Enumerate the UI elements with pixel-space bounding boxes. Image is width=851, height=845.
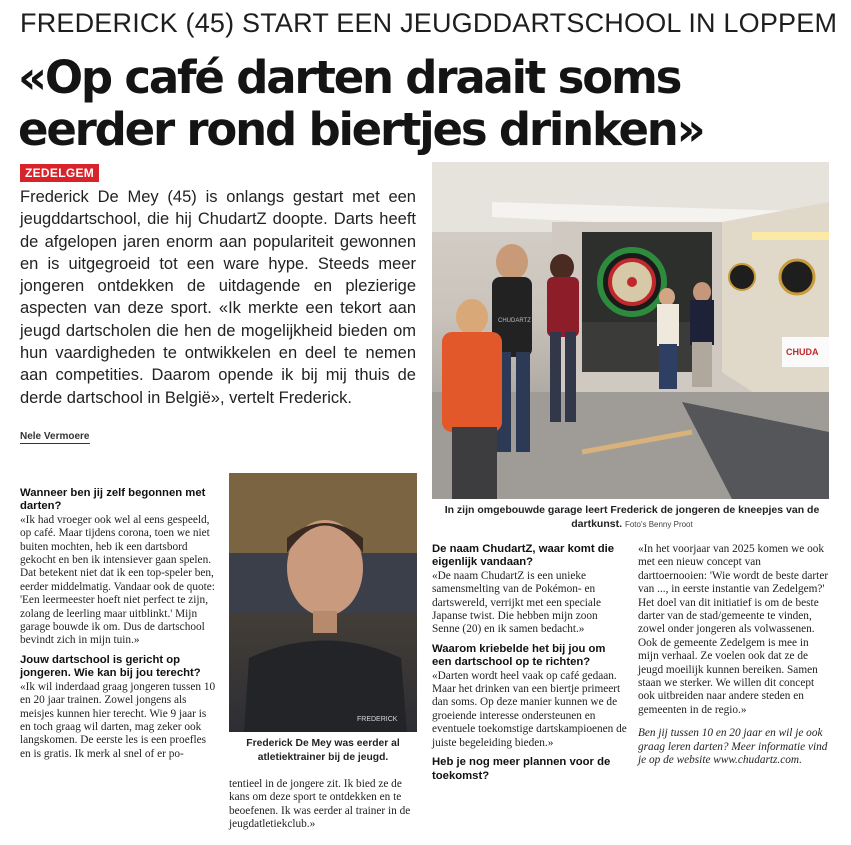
answer-1: «Ik had vroeger ook wel al eens gespeeld, op café. Maar tijdens corona, toen we niet buiten mochten, heb ik een dartsbord gekocht en ben ik intensiever gaan spelen. Dat betekent niet dat ik een top-speler ben, eerder middelmatig. Vandaar ook de quote: 'Een leermeester hoeft niet perfect te zijn, zolang de leerling maar uitblinkt.' Mijn garage bouwde ik om. Dus de dartschool bevindt zich in mijn tuin.» xyxy=(20,513,215,647)
answer-2: «Ik wil inderdaad graag jongeren tussen 10 en 20 jaar trainen. Zowel jongens als meisjes kunnen hier terecht. Wie 9 jaar is en toch graag wil darten, mag zeker ook langskomen. De eerste les is een proefles en is gratis. Ik merk al snel of er po- xyxy=(20,680,216,760)
answer-5: «In het voorjaar van 2025 komen we ook met een nieuw concept van darttoernooien: 'Wie wordt de beste darter van ..., in eerste instantie van Zedelgem?' Het doel van dit initiatief is om de beste darter van de stad/gemeente te vinden, zowel onder jongeren als volwassenen. Ook de gemeente Zedelgem is mee in mijn verhaal. Ze voelen ook dat ze de jeugd moeilijk kunnen bereiken. Samen staan we sterker. We willen dit concept ook uitbreiden naar andere steden en gemeenten in de regio.» xyxy=(638,543,829,716)
headline-line-1: «Op café darten draait soms xyxy=(18,51,681,104)
article-kicker: FREDERICK (45) START EEN JEUGDDARTSCHOOL IN LOPPEM xyxy=(20,8,838,38)
wall-logo-text: CHUDA xyxy=(786,347,819,357)
byline: Nele Vermoere xyxy=(20,431,90,442)
main-photo-caption-text: In zijn omgebouwde garage leert Frederick de jongeren de kneepjes van de dartkunst. xyxy=(444,504,820,530)
garage-scene-illustration xyxy=(432,162,829,499)
body-column-3 xyxy=(432,543,627,783)
main-photo xyxy=(432,162,829,499)
main-photo-caption xyxy=(432,503,832,532)
article-headline xyxy=(18,52,844,156)
photo-credit: Foto's Benny Proot xyxy=(624,520,693,529)
body-column-2 xyxy=(229,778,421,832)
question-1: Wanneer ben jij zelf begonnen met darten? xyxy=(20,487,206,513)
question-5: Heb je nog meer plannen voor de toekomst? xyxy=(432,756,611,782)
portrait-photo xyxy=(229,473,417,732)
body-column-4 xyxy=(638,543,830,768)
question-4: Waarom kriebelde het bij jou om een dartschool op te richten? xyxy=(432,642,606,669)
shirt-logo-text: CHUDARTZ xyxy=(498,318,531,324)
portrait-illustration xyxy=(229,473,417,732)
intro-paragraph: Frederick De Mey (45) is onlangs gestart met een jeugddartschool, die hij ChudartZ doopte. Darts heeft de afgelopen jaren enorm aan populariteit gewonnen en is uitgegroeid tot een ware hype. Steeds meer jongeren ontdekken de uitdagende en plezierige aspecten van deze sport. «Ik merkte een tekort aan jeugd dartscholen die hen de mogelijkheid bieden om hun vaardigheden te ontwikkelen en deel te nemen aan competities. Daarom opende ik bij mij thuis de derde dartschool in België», vertelt Frederick. xyxy=(20,188,416,407)
closing-note: Ben jij tussen 10 en 20 jaar en wil je ook graag leren darten? Meer informatie vind je op de website www.chudartz.com. xyxy=(638,727,828,767)
location-tag: ZEDELGEM xyxy=(20,164,99,182)
question-2: Jouw dartschool is gericht op jongeren. Wie kan bij jou terecht? xyxy=(20,653,201,680)
portrait-photo-caption: Frederick De Mey was eerder al atletiektrainer bij de jeugd. xyxy=(246,738,400,763)
answer-3: «De naam ChudartZ is een unieke samensmelting van de Pokémon- en dartswereld, verrijkt met een speciale Japanse twist. Die hebben mijn zoon Senne (20) en ik samen bedacht.» xyxy=(432,569,602,636)
portrait-shirt-text: FREDERICK xyxy=(357,716,398,723)
answer-2-continued: tentieel in de jongere zit. Ik bied ze de kans om deze sport te ontdekken en te beoefenen. Ik was eerder al trainer in de jeugdatletiekclub.» xyxy=(229,778,411,831)
question-3: De naam ChudartZ, waar komt die eigenlijk vandaan? xyxy=(432,543,615,569)
body-column-1 xyxy=(20,487,217,761)
answer-4: «Darten wordt heel vaak op café gedaan. Maar het drinken van een biertje primeert dan soms. Op deze manier kunnen we de groeiende interesse ondersteunen en eventuele toekomstige dartskampioenen de juiste begeleiding bieden.» xyxy=(432,669,627,749)
headline-line-2: eerder rond biertjes drinken» xyxy=(18,103,704,156)
